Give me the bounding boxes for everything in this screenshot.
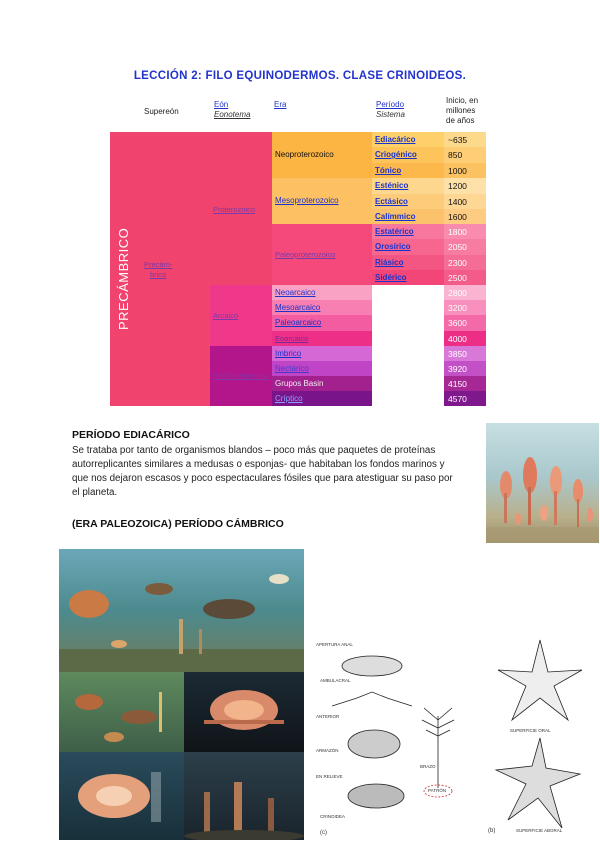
diagram-label: ARMAZÓN	[316, 748, 339, 753]
start-value: 1200	[444, 178, 486, 194]
era-cryptic	[272, 391, 372, 406]
start-value: 4150	[444, 376, 486, 391]
start-value: ~635	[444, 132, 486, 147]
start-value: 2500	[444, 270, 486, 285]
anomalocaris-image	[184, 672, 304, 752]
era-imbrian-link[interactable]: Imbrico	[275, 348, 302, 358]
start-value: 2300	[444, 255, 486, 270]
period-rhyacian	[372, 255, 444, 270]
period-ectasian-link[interactable]: Ectásico	[375, 196, 408, 206]
era-paleoproterozoic-link[interactable]: Paleoproterozoico	[275, 249, 336, 259]
echinoderm-anatomy-drawing	[312, 628, 600, 840]
cambrian-creatures-illustration	[59, 672, 184, 752]
cambrian-predator-illustration	[59, 752, 184, 840]
period-stenian-link[interactable]: Esténico	[375, 181, 409, 190]
era-eoarchean-link[interactable]: Eoarcaico	[275, 333, 309, 343]
header-eonothem	[214, 110, 250, 120]
echinoderm-diagrams	[312, 628, 600, 840]
diagram-label: BRAZO	[420, 764, 436, 769]
start-value: 4570	[444, 391, 486, 406]
diagram-label: AMBULACRAL	[320, 678, 351, 683]
cambrian-heading: (ERA PALEOZOICA) PERÍODO CÁMBRICO	[72, 518, 284, 530]
diagram-label: CRINOIDEA	[320, 814, 346, 819]
era-cryptic-link[interactable]: Críptico	[275, 393, 303, 403]
header-era[interactable]: Era	[274, 100, 287, 109]
start-value: 1000	[444, 163, 486, 178]
period-statherian-link[interactable]: Estatérico	[375, 226, 414, 236]
cambrian-reef-image	[184, 752, 304, 840]
period-cryogenian-link[interactable]: Criogénico	[375, 150, 417, 159]
ediacaran-paragraph: Se trataba por tanto de organismos blandos – poco más que paquetes de proteínas autorreplicantes similares a medusas o esponjas- que habitaban los fondos marinos y que nos dejaron escasos y poco espectaculares fósiles que para atestiguar su paso por el planeta.	[72, 445, 453, 498]
period-tonian	[372, 163, 444, 178]
table-header	[110, 92, 486, 132]
era-basin-groups: Grupos Basin	[272, 376, 372, 391]
era-mesoproterozoic-link[interactable]: Mesoproterozoico	[275, 196, 339, 205]
header-start-1: Inicio, en	[446, 96, 479, 105]
period-empty	[372, 285, 444, 406]
start-value: 3920	[444, 361, 486, 376]
header-period[interactable]: Período	[376, 100, 405, 109]
start-value: 3200	[444, 300, 486, 315]
anomalocaris-illustration	[184, 672, 304, 752]
eon-archean-label[interactable]: Arcaico	[213, 311, 239, 320]
period-orosirian-link[interactable]: Orosírico	[375, 242, 411, 251]
cambrian-reef-illustration	[184, 752, 304, 840]
diagram-label: (c)	[320, 830, 327, 836]
header-start-2: millones	[446, 106, 476, 115]
period-ediacaran-link[interactable]: Ediacárico	[375, 134, 416, 144]
diagram-label: EN RELIEVE	[316, 774, 343, 779]
ediacaran-fauna-image	[486, 423, 599, 543]
era-mesoarchean	[272, 300, 372, 315]
era-paleoproterozoic	[272, 224, 372, 285]
diagram-label: ANTERIOR	[316, 714, 340, 719]
supereon-link-1[interactable]: Precám-	[144, 260, 173, 269]
header-eonothem-link[interactable]: Eonotema	[214, 110, 251, 119]
era-paleoarchean-link[interactable]: Paleoarcaico	[275, 318, 322, 327]
period-statherian	[372, 224, 444, 239]
era-mesoproterozoic	[272, 178, 372, 224]
era-nectarian	[272, 361, 372, 376]
period-calymmian	[372, 209, 444, 224]
period-ediacaran	[372, 132, 444, 147]
era-neoproterozoic: Neoproterozoico	[272, 132, 372, 178]
period-rhyacian-link[interactable]: Riásico	[375, 257, 404, 267]
start-value: 3850	[444, 346, 486, 361]
era-imbrian	[272, 346, 372, 361]
period-siderian	[372, 270, 444, 285]
ediacaran-organisms-illustration	[486, 423, 599, 543]
era-paleoarchean	[272, 315, 372, 331]
start-value: 3600	[444, 315, 486, 331]
era-neoarchean-link[interactable]: Neoarcaico	[275, 287, 316, 297]
era-mesoarchean-link[interactable]: Mesoarcaico	[275, 302, 321, 312]
era-nectarian-link[interactable]: Nectárico	[275, 363, 309, 373]
period-siderian-link[interactable]: Sidérico	[375, 272, 407, 282]
start-value: 850	[444, 147, 486, 163]
header-eon[interactable]: Eón	[214, 100, 229, 109]
period-stenian	[372, 178, 444, 194]
period-ectasian	[372, 194, 444, 209]
eon-hadean-label[interactable]: Hádico/Hadeano	[213, 371, 269, 380]
supereon-link-2[interactable]: brico	[150, 270, 167, 279]
ediacaran-heading: PERÍODO EDIACÁRICO	[72, 429, 190, 441]
start-value: 1400	[444, 194, 486, 209]
header-supereon: Supereón	[144, 107, 179, 116]
diagram-label: (b)	[488, 828, 496, 834]
diagram-label: SUPERFICIE ABORAL	[516, 828, 563, 833]
start-value: 4000	[444, 331, 486, 346]
diagram-label: PATRÓN	[428, 788, 447, 793]
start-value: 1800	[444, 224, 486, 239]
diagram-label: APERTURA ANAL	[316, 642, 353, 647]
period-calymmian-link[interactable]: Calímmico	[375, 211, 416, 221]
header-system: Sistema	[376, 110, 405, 119]
cambrian-predator-image	[59, 752, 184, 840]
cambrian-seafloor-illustration	[59, 549, 304, 672]
diagram-label: SUPERFICIE ORAL	[510, 728, 551, 733]
start-value: 1600	[444, 209, 486, 224]
period-tonian-link[interactable]: Tónico	[375, 165, 402, 175]
era-eoarchean	[272, 331, 372, 346]
supereon-label: PRECÁMBRICO	[116, 227, 131, 330]
era-neoarchean	[272, 285, 372, 300]
header-start-3: de años	[446, 116, 475, 125]
start-value: 2050	[444, 239, 486, 255]
period-cryogenian	[372, 147, 444, 163]
cambrian-seafloor-image	[59, 549, 304, 672]
eon-proterozoic-label[interactable]: Proterozoico	[213, 205, 256, 214]
cambrian-creatures-image	[59, 672, 184, 752]
period-orosirian	[372, 239, 444, 255]
document-title: LECCIÓN 2: FILO EQUINODERMOS. CLASE CRINOIDEOS.	[133, 70, 467, 82]
start-value: 2800	[444, 285, 486, 300]
